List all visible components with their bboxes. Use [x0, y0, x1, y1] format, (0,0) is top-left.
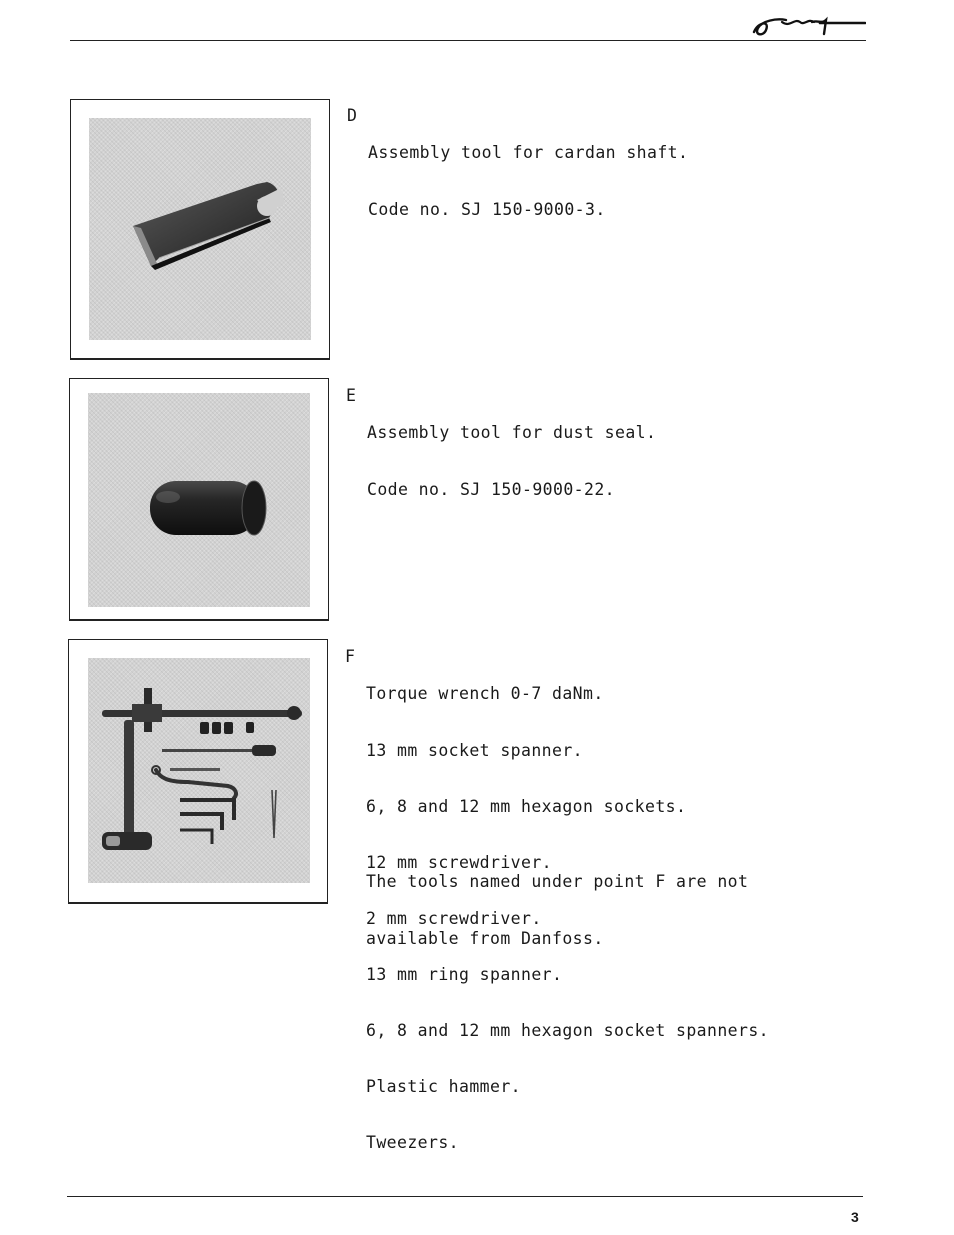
availability-note — [366, 836, 748, 986]
item-line: 13 mm ring spanner. — [366, 964, 563, 984]
item-f-description — [345, 647, 770, 1153]
item-line: Tweezers. — [366, 1133, 460, 1153]
item-line: Assembly tool for cardan shaft. — [368, 143, 689, 163]
item-letter: D — [347, 106, 358, 125]
cardan-shaft-tool-image — [89, 118, 311, 340]
figure-e-frame — [69, 378, 329, 621]
figure-d-frame — [70, 99, 330, 360]
item-line: 6, 8 and 12 mm hexagon socket spanners. — [366, 1020, 770, 1040]
cardan-shaft-tool-photo — [89, 118, 311, 340]
dust-seal-tool-photo — [88, 393, 310, 607]
page-number: 3 — [851, 1209, 859, 1225]
item-line: Code no. SJ 150-9000-22. — [367, 479, 616, 499]
item-letter: E — [346, 386, 357, 405]
item-line: Torque wrench 0-7 daNm. — [366, 684, 604, 704]
item-line: 12 mm screwdriver. — [366, 852, 553, 872]
figure-f-frame — [68, 639, 328, 904]
item-letter: F — [345, 647, 356, 666]
handwritten-signature-logo — [748, 8, 866, 40]
item-d-description — [347, 106, 689, 219]
note-line: The tools named under point F are not — [366, 872, 749, 892]
item-e-description — [346, 386, 657, 499]
item-line: 2 mm screwdriver. — [366, 908, 542, 928]
tool-set-image — [88, 658, 310, 883]
item-line: Code no. SJ 150-9000-3. — [368, 199, 606, 219]
item-line: 6, 8 and 12 mm hexagon sockets. — [366, 796, 687, 816]
header-rule — [70, 40, 866, 41]
item-line: Plastic hammer. — [366, 1077, 522, 1097]
item-line: 13 mm socket spanner. — [366, 740, 584, 760]
footer-rule — [67, 1196, 863, 1197]
tool-set-photo — [88, 658, 310, 883]
dust-seal-tool-image — [88, 393, 310, 607]
item-line: Assembly tool for dust seal. — [367, 423, 657, 443]
note-line: available from Danfoss. — [366, 928, 604, 948]
